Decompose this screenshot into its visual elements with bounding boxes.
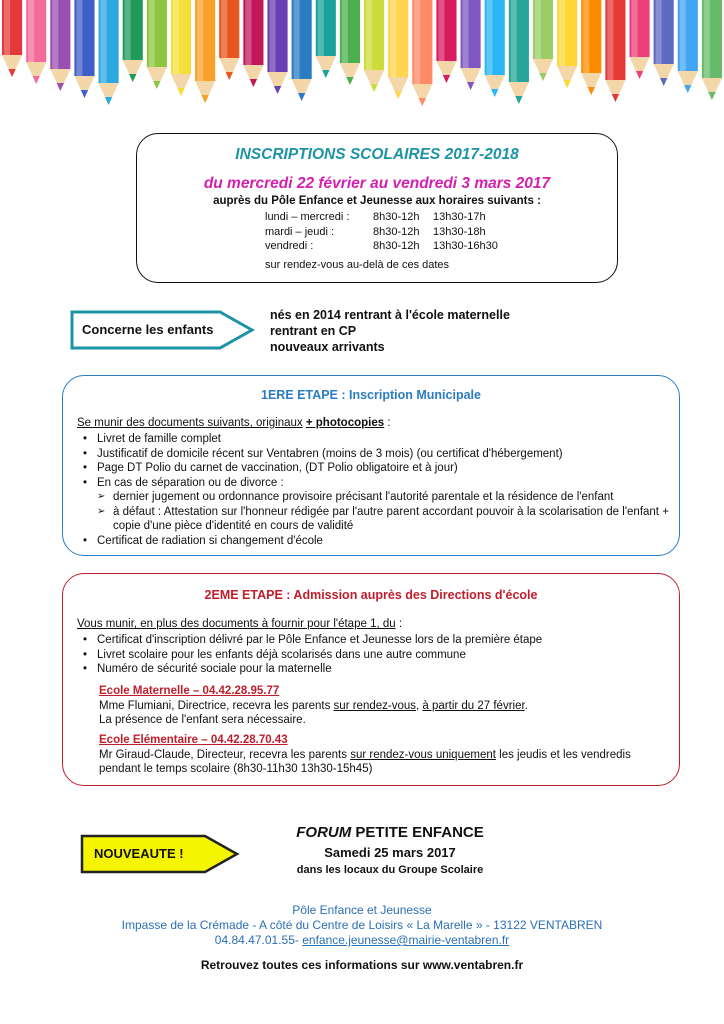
concern-list <box>270 307 510 355</box>
list-item: ➢ dernier jugement ou ordonnance provisoire précisant l'autorité parentale et la résidence de l'enfant <box>77 490 669 505</box>
step1-intro: Se munir des documents suivants, originaux + photocopies : <box>77 417 391 429</box>
inscriptions-dates: du mercredi 22 février au vendredi 3 mars 2017 <box>203 175 551 192</box>
pencil-icon <box>171 0 191 96</box>
pencil-icon <box>292 0 312 101</box>
step2-box <box>62 573 680 786</box>
pencil-icon <box>412 0 432 106</box>
forum-place: dans les locaux du Groupe Scolaire <box>296 864 484 876</box>
list-item: • En cas de séparation ou de divorce : ➢ dernier jugement ou ordonnance provisoire précisant l'autorité parentale et la résidence de l'enfant ➢ à défaut : Attestation sur l'honneur rédigée par l'autre parent accordant pouvoir à la scolarisation de l'enfant + copie d'une pièce d'identité en cours de validité <box>77 476 669 534</box>
pencil-icon <box>50 0 70 91</box>
pencil-icon <box>702 0 722 100</box>
maternelle-line1: Mme Flumiani, Directrice, recevra les parents sur rendez-vous, à partir du 27 février. <box>99 699 528 712</box>
inscriptions-subtitle: auprès du Pôle Enfance et Jeunesse aux horaires suivants : <box>213 195 541 207</box>
list-item: rentrant en CP <box>270 324 357 338</box>
pencil-icon <box>436 0 456 83</box>
pencil-icon <box>340 0 360 85</box>
schedule-row: mardi – jeudi : 8h30-12h 13h30-18h <box>265 225 486 238</box>
step1-box <box>62 375 680 556</box>
step1-title: 1ERE ETAPE : Inscription Municipale <box>261 388 481 402</box>
pencil-icon <box>26 0 46 84</box>
pencil-icon <box>267 0 287 94</box>
elementaire-line2: pendant le temps scolaire (8h30-11h30 13h30-15h45) <box>99 763 373 775</box>
list-item: ➢ à défaut : Attestation sur l'honneur rédigée par l'autre parent accordant pouvoir à la scolarisation de l'enfant + copie d'une pièce d'identité en cours de validité <box>77 505 669 534</box>
pencil-icon <box>388 0 408 99</box>
pencil-icon <box>678 0 698 93</box>
pencil-icon <box>99 0 119 105</box>
inscriptions-title: INSCRIPTIONS SCOLAIRES 2017-2018 <box>235 146 519 163</box>
contact-address: Impasse de la Crémade - A côté du Centre de Loisirs « La Marelle » - 13122 VENTABREN <box>121 918 603 932</box>
pencil-icon <box>509 0 529 104</box>
elementaire-heading: Ecole Elémentaire – 04.42.28.70.43 <box>99 734 288 746</box>
step2-list <box>77 633 669 677</box>
pencil-icon <box>364 0 384 92</box>
nouveaute-badge: NOUVEAUTE ! <box>94 846 184 861</box>
concern-label: Concerne les enfants <box>82 322 214 337</box>
list-item: • Certificat de radiation si changement d'école <box>77 534 669 549</box>
contact-name: Pôle Enfance et Jeunesse <box>292 903 432 917</box>
pencil-icon <box>123 0 143 82</box>
pencil-icon <box>2 0 22 77</box>
step2-title: 2EME ETAPE : Admission auprès des Directions d'école <box>204 588 538 602</box>
list-item: • Certificat d'inscription délivré par le Pôle Enfance et Jeunesse lors de la première étape <box>77 633 669 648</box>
contact-line: 04.84.47.01.55- enfance.jeunesse@mairie-ventabren.fr <box>214 933 510 947</box>
list-item: • Page DT Polio du carnet de vaccination, (DT Polio obligatoire et à jour) <box>77 461 669 476</box>
list-item: • Livret scolaire pour les enfants déjà scolarisés dans une autre commune <box>77 648 669 663</box>
schedule-row: vendredi : 8h30-12h 13h30-16h30 <box>265 240 498 252</box>
pencil-icon <box>219 0 239 80</box>
pencil-icon <box>147 0 167 89</box>
pencil-icon <box>605 0 625 102</box>
inscriptions-note: sur rendez-vous au-delà de ces dates <box>265 259 450 271</box>
pencil-icon <box>581 0 601 95</box>
forum-title: FORUM PETITE ENFANCE <box>296 824 484 841</box>
elementaire-block <box>99 733 631 777</box>
pencil-icon <box>629 0 649 79</box>
pencil-icon <box>485 0 505 97</box>
step1-sublist <box>77 490 669 534</box>
email-link[interactable]: enfance.jeunesse@mairie-ventabren.fr <box>302 933 510 947</box>
maternelle-block <box>99 684 528 728</box>
schedule-row: lundi – mercredi : 8h30-12h 13h30-17h <box>265 211 486 223</box>
maternelle-line2: La présence de l'enfant sera nécessaire. <box>99 714 306 726</box>
pencil-icon <box>195 0 215 103</box>
forum-date: Samedi 25 mars 2017 <box>324 845 456 860</box>
step2-intro: Vous munir, en plus des documents à fournir pour l'étape 1, du : <box>77 618 403 630</box>
schedule <box>265 210 498 254</box>
pencil-icon <box>74 0 94 98</box>
pencil-icon <box>243 0 263 87</box>
list-item: • Justificatif de domicile récent sur Ventabren (moins de 3 mois) (ou certificat d'hébergement) <box>77 447 669 462</box>
pencil-icon <box>557 0 577 88</box>
inscriptions-box <box>136 133 618 283</box>
list-item: • Livret de famille complet <box>77 432 669 447</box>
list-item: • Numéro de sécurité sociale pour la maternelle <box>77 662 669 677</box>
list-item: nouveaux arrivants <box>270 340 385 354</box>
pencil-icon <box>461 0 481 90</box>
elementaire-line1: Mr Giraud-Claude, Directeur, recevra les parents sur rendez-vous uniquement les jeudis et les vendredis <box>99 748 631 761</box>
pencil-icon <box>316 0 336 78</box>
pencil-icon <box>654 0 674 86</box>
footer-text: Retrouvez toutes ces informations sur www.ventabren.fr <box>200 958 524 972</box>
colored-pencils-banner <box>0 0 724 118</box>
maternelle-heading: Ecole Maternelle – 04.42.28.95.77 <box>99 685 280 697</box>
pencil-icon <box>533 0 553 81</box>
list-item: nés en 2014 rentrant à l'école maternelle <box>270 308 510 322</box>
step1-list <box>77 432 669 548</box>
